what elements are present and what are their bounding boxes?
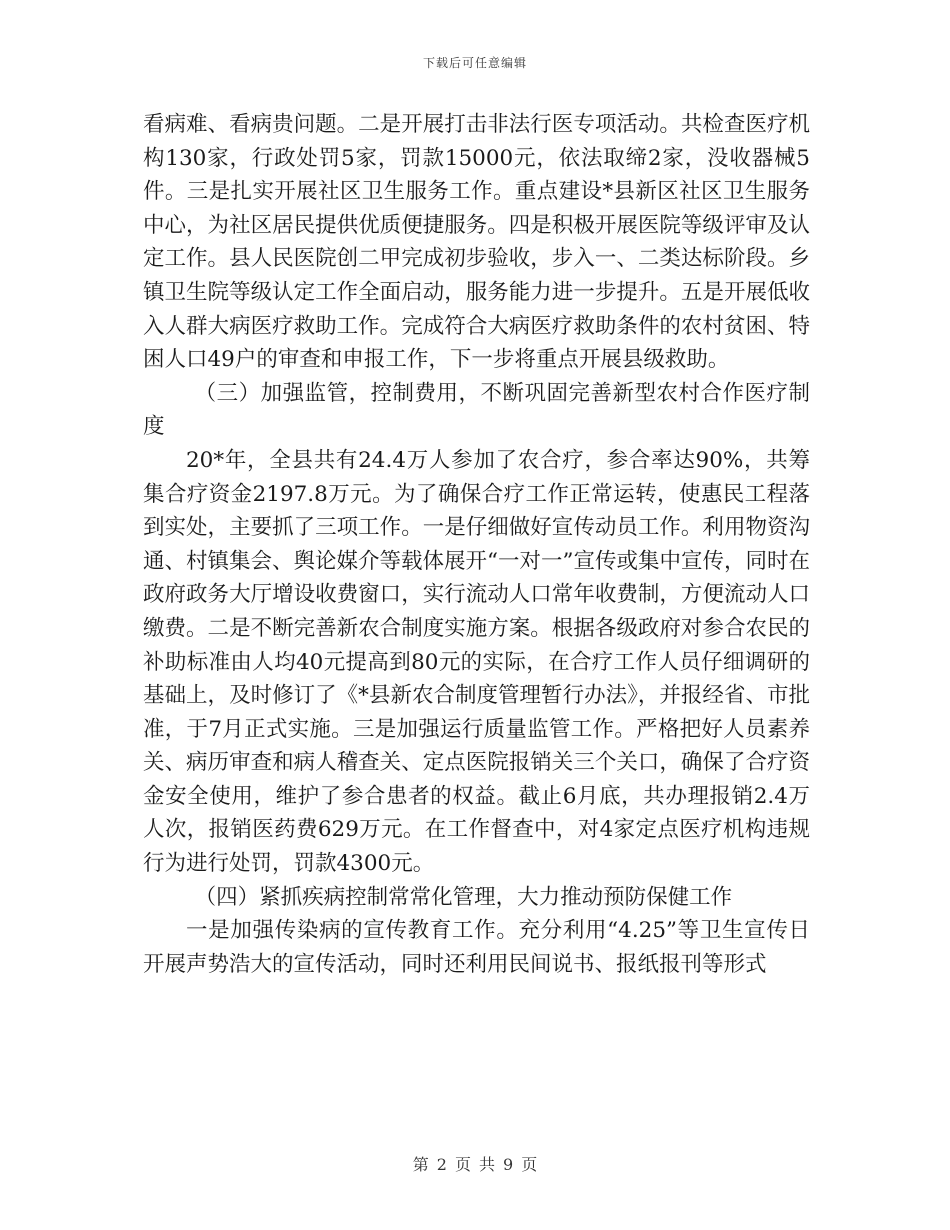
- footer-label-ye2: 页: [521, 1155, 538, 1174]
- footer-label-ye: 页: [454, 1155, 471, 1174]
- document-body: [143, 108, 810, 981]
- paragraph-continuation: 看病难、看病贵问题。二是开展打击非法行医专项活动。共检查医疗机构130家，行政处罚5家，罚款15000元，依法取缔2家，没收器械5件。三是扎实开展社区卫生服务工作。重点建设*县新区社区卫生服务中心，为社区居民提供优质便捷服务。四是积极开展医院等级评审及认定工作。县人民医院创二甲完成初步验收，步入一、二类达标阶段。乡镇卫生院等级认定工作全面启动，服务能力进一步提升。五是开展低收入人群大病医疗救助工作。完成符合大病医疗救助条件的农村贫困、特困人口49户的审查和申报工作，下一步将重点开展县级救助。: [143, 112, 810, 373]
- section-heading-4: （四）紧抓疾病控制常常化管理，大力推动预防保健工作: [194, 884, 733, 910]
- paragraph-cooperative-medical: 20*年，全县共有24.4万人参加了农合疗，参合率达90%，共筹集合疗资金2197.8万元。为了确保合疗工作正常运转，使惠民工程落到实处，主要抓了三项工作。一是仔细做好宣传动员工作。利用物资沟通、村镇集会、舆论媒介等载体展开“一对一”宣传或集中宣传，同时在政府政务大厅增设收费窗口，实行流动人口常年收费制，方便流动人口缴费。二是不断完善新农合制度实施方案。根据各级政府对参合农民的补助标准由人均40元提高到80元的实际，在合疗工作人员仔细调研的基础上，及时修订了《*县新农合制度管理暂行办法》，并报经省、市批准，于7月正式实施。三是加强运行质量监管工作。严格把好人员素养关、病历审查和病人稽查关、定点医院报销关三个关口，确保了合疗资金安全使用，维护了参合患者的权益。截止6月底，共办理报销2.4万人次，报销医药费629万元。在工作督查中，对4家定点医疗机构违规行为进行处罚，罚款4300元。: [143, 447, 810, 877]
- section-heading-3: （三）加强监管，控制费用，不断巩固完善新型农村合作医疗制度: [143, 380, 810, 440]
- page-header-note: 下载后可任意编辑: [422, 56, 527, 70]
- footer-total-pages: 9: [503, 1155, 514, 1174]
- footer-page-number: 2: [436, 1155, 447, 1174]
- footer-label-gong: 共: [479, 1155, 496, 1174]
- paragraph-disease-control: 一是加强传染病的宣传教育工作。充分利用“4.25”等卫生宣传日开展声势浩大的宣传活动，同时还利用民间说书、报纸报刊等形式: [143, 918, 810, 977]
- footer-label-di: 第: [412, 1155, 429, 1174]
- page-footer: [0, 1152, 950, 1175]
